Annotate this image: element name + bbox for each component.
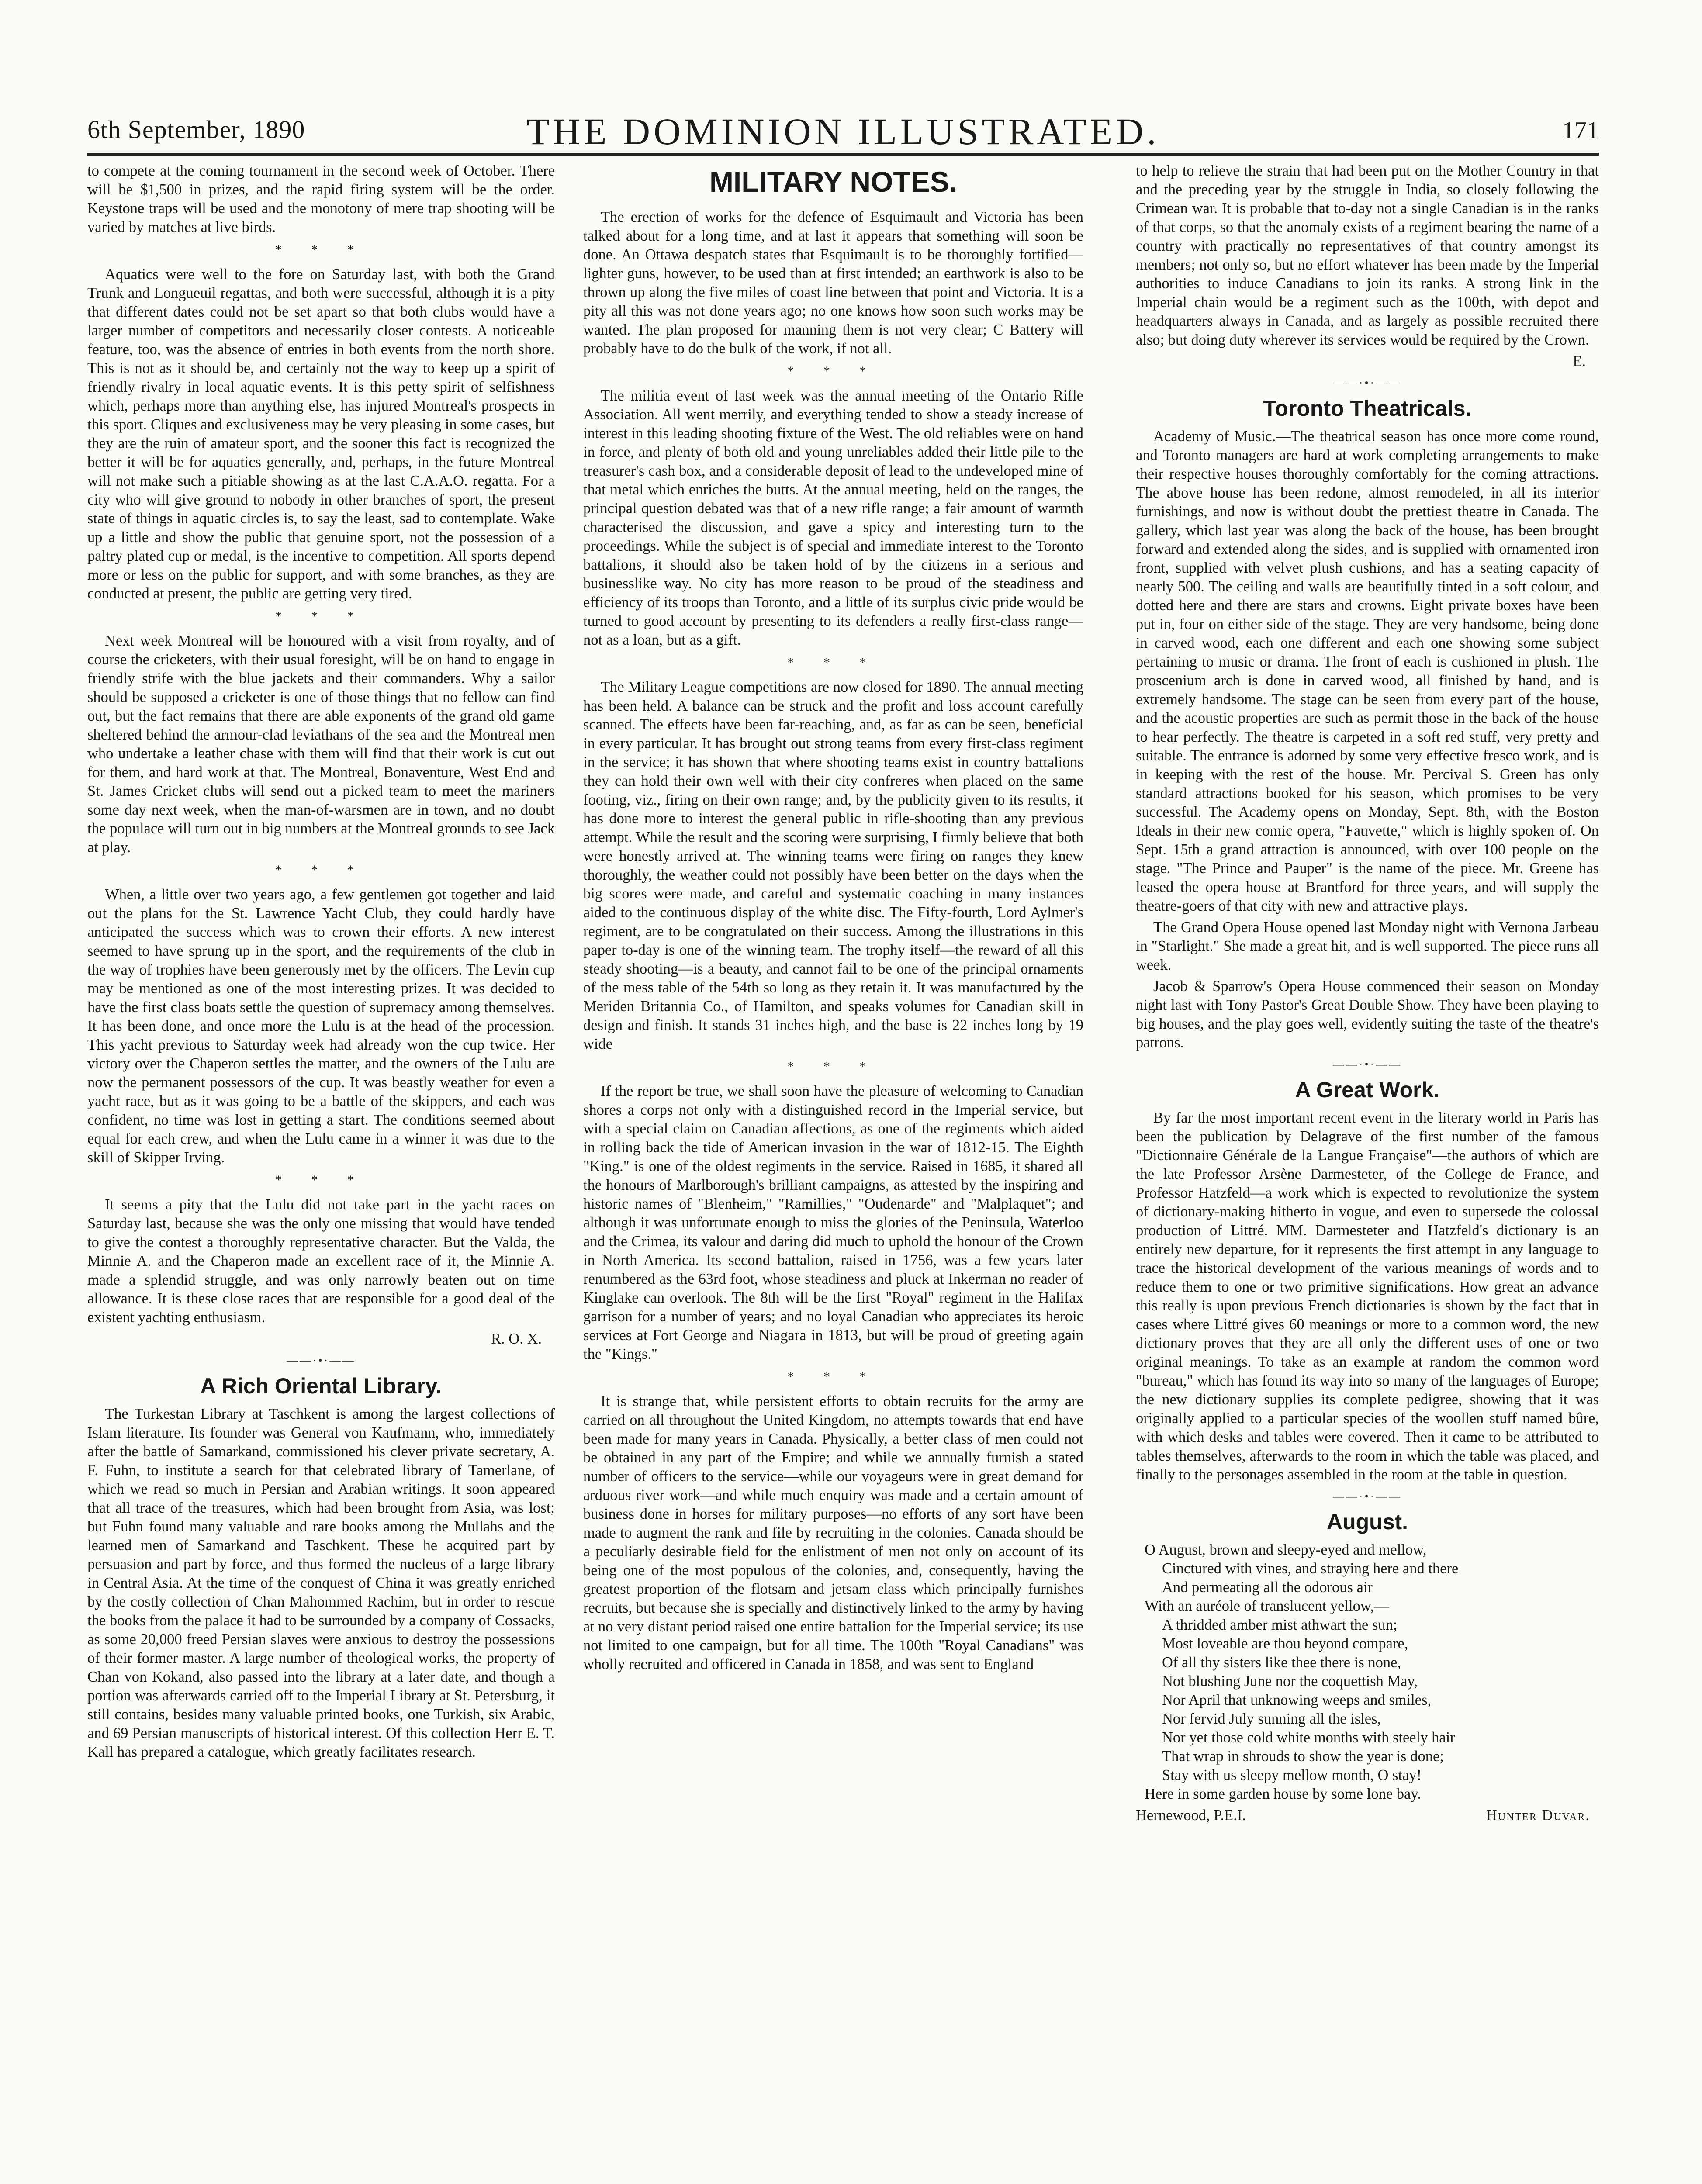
paragraph-yacht-club: When, a little over two years ago, a few gentlemen got together and laid out the plans for the St. Lawrence Yacht Club, they could hardly have anticipated the success which was to crown their efforts. A new interest seemed to have sprung up in the sport, and the requirements of the club in the way of trophies have been generously met by the officers. The Levin cup may be mentioned as one of the most interesting prizes. It was decided to have the first class boats settle the question of supremacy among themselves. It has been done, and once more the Lulu is at the head of the procession. This yacht previous to Saturday week had already won the cup twice. Her victory over the Chaperon settles the matter, and the owners of the Lulu are now the permanent possessors of the cup. It was beastly weather for even a yacht race, but as it was going to be a battle of the skippers, and each was confident, no time was lost in getting a start. The conditions seemed about equal for each crew, and when the Lulu came in a winner it was due to the skill of Skipper Irving.	[87, 886, 555, 1166]
paragraph-rifle-association: The militia event of last week was the annual meeting of the Ontario Rifle Association. All went merrily, and everything tended to show a steady increase of interest in this leading shooting fixture of the West. The old reliables were on hand in force, and plenty of both old and young unreliables added their little pile to the treasurer's cash box, and a considerable deposit of lead to the undeveloped mine of that metal which enriches the butts. At the annual meeting, held on the ranges, the principal question debated was that of a new rifle range; a fair amount of warmth characterised the discussion, and gave a spicy and interesting turn to the proceedings. While the subject is of special and immediate interest to the Toronto battalions, it should also be taken hold of by the citizens in a serious and businesslike way. No city has more reason to be proud of the steadiness and efficiency of its troops than Toronto, and a little of its surplus civic pride would be turned to good account by presenting to its defenders a really first-class range—not as a loan, but as a gift.	[583, 387, 1083, 648]
paragraph-tournament: to compete at the coming tournament in the second week of October. There will be $1,500 in prizes, and the rapid firing system will be the order. Keystone traps will be used and the monotony of mere trap shooting will be varied by matches at live birds.	[87, 162, 555, 235]
paragraph-royal-canadians: to help to relieve the strain that had been put on the Mother Country in that and the preceding year by the struggle in India, so closely following the Crimean war. It is probable that to-day not a single Canadian is in the ranks of that corps, so that the anomaly exists of a regiment bearing the name of a country with practically no representatives of that country amongst its members; not only so, but no effort whatever has been made by the Imperial authorities to induce Canadians to join its ranks. A strong link in the Imperial chain would be a regiment such as the 100th, with depot and headquarters always in Canada, and as largely as possible recruited there also; but doing duty wherever its services would be required by the Crown.	[1136, 162, 1599, 348]
poem-place: Hernewood, P.E.I.	[1136, 1807, 1246, 1824]
poem-line: Nor April that unknowing weeps and smiles,	[1162, 1692, 1432, 1708]
signature-e: E.	[1573, 353, 1586, 370]
paragraph-eighth-kings: If the report be true, we shall soon have the pleasure of welcoming to Canadian shores a corps not only with a distinguished record in the Imperial service, but with a special claim on Canadian affections, as one of the regiments which aided in rolling back the tide of American invasion in the war of 1812-15. The Eighth "King." is one of the oldest regiments in the service. Raised in 1685, it shared all the honours of Marlborough's brilliant campaigns, as attested by the inspiring and historic names of "Blenheim," "Ramillies," "Oudenarde" and "Malplaquet"; and although it was unfortunate enough to miss the glories of the Peninsula, Waterloo and the Crimea, its valour and daring did much to uphold the honour of the Crown in North America. Its second battalion, raised in 1756, was a few years later renumbered as the 63rd foot, whose steadiness and pluck at Inkerman no reader of Kinglake can overlook. The 8th will be the first "Royal" regiment in the Halifax garrison for a number of years; and no loyal Canadian who appreciates its heroic services at Fort George and Niagara in 1813, but will be proud of greeting again the "Kings."	[583, 1083, 1083, 1362]
paragraph-turkestan-library: The Turkestan Library at Taschkent is among the largest collections of Islam literature. Its founder was General von Kaufmann, who, immediately after the battle of Samarkand, commissioned his clever private secretary, A. F. Fuhn, to institute a search for that celebrated library of Tamerlane, of which we read so much in Persian and Arabian writings. It soon appeared that all trace of the treasures, which had been brought from Asia, was lost; but Fuhn found many valuable and rare books among the Mullahs and the learned men of Samarkand and Taschkent. These he acquired part by persuasion and part by force, and thus formed the nucleus of a large library in Central Asia. At the time of the conquest of China it was greatly enriched by the costly collection of Chan Mahommed Rachim, but in order to rescue the books from the palace it had to be surrounded by a company of Cossacks, as some 20,000 freed Persian slaves were anxious to destroy the possessions of their former master. A large number of theological works, the property of Chan von Kokand, also passed into the library at a later date, and though a portion was afterwards carried off to the Imperial Library at St. Petersburg, it still contains, besides many valuable printed books, one Turkish, six Arabic, and 69 Persian manuscripts of historical interest. Of this collection Herr E. T. Kall has prepared a catalogue, which greatly facilitates research.	[87, 1406, 555, 1760]
heading-oriental-library: A Rich Oriental Library.	[200, 1374, 442, 1398]
paragraph-aquatics: Aquatics were well to the fore on Saturday last, with both the Grand Trunk and Longueuil regattas, and both were successful, although it is a pity that different dates could not be set apart so that both clubs would have a larger number of competitors and necessarily closer contests. A noticeable feature, too, was the absence of entries in both events from the north shore. This is not as it should be, and certainly not the way to keep up a spirit of friendly rivalry in local aquatic events. It is this petty spirit of selfishness which, perhaps more than anything else, has injured Montreal's prospects in this sport. Cliques and exclusiveness may be very pleasing in some cases, but they are the ruin of amateur sport, and the sooner this fact is recognized the better it will be for aquatics generally, and, perhaps, in the future Montreal will not make such a pitiable showing as at the last C.A.A.O. regatta. For a city who will give ground to nobody in other branches of sport, the present state of things in aquatic circles is, to say the least, sad to contemplate. Wake up a little and show the public that genuine sport, not the possession of a paltry plated cup or medal, is the incentive to competition. All sports depend more or less on the public for support, and with some branches, as they are conducted at present, the public are getting very tired.	[87, 266, 555, 602]
heading-august: August.	[1326, 1510, 1408, 1534]
header-rule	[87, 153, 1599, 156]
column-left	[87, 162, 555, 2184]
poem-line: Nor fervid July sunning all the isles,	[1162, 1711, 1381, 1727]
page-number: 171	[1562, 117, 1599, 144]
ornament-separator: ——·•·——	[286, 1354, 356, 1367]
poem-line: With an auréole of translucent yellow,—	[1145, 1598, 1389, 1614]
poem-attribution	[1136, 1806, 1599, 1825]
poem-line: A thridded amber mist athwart the sun;	[1162, 1617, 1398, 1633]
poem-line: Most loveable are thou beyond compare,	[1162, 1635, 1408, 1652]
poem-line: Cinctured with vines, and straying here and there	[1162, 1560, 1459, 1577]
heading-toronto-theatricals: Toronto Theatricals.	[1263, 396, 1472, 421]
section-stars: * * *	[787, 364, 879, 378]
poem-august	[1145, 1541, 1599, 1804]
page-header	[87, 103, 1599, 151]
paragraph-cricket: Next week Montreal will be honoured with a visit from royalty, and of course the cricketers, with their usual foresight, will be on hand to engage in friendly strife with the blue jackets and their commanders. Why a sailor should be supposed a cricketer is one of those things that no fellow can find out, but the fact remains that there are able exponents of the grand old game sheltered behind the armour-clad leviathans of the sea and the Montreal men who undertake a leather chase with them will find that their work is cut out for them, and hard work at that. The Montreal, Bonaventure, West End and St. James Cricket clubs will send out a picked team to meet the mariners some day next week, when the man-of-warsmen are in town, and no doubt the populace will turn out in big numbers at the Montreal grounds to see Jack at play.	[87, 632, 555, 856]
section-stars: * * *	[275, 1173, 367, 1187]
paragraph-grand-opera-house: The Grand Opera House opened last Monday night with Vernona Jarbeau in "Starlight." She made a great hit, and is well supported. The piece runs all week.	[1136, 919, 1599, 973]
paragraph-dictionnaire: By far the most important recent event in the literary world in Paris has been the publication by Delagrave of the first number of the famous "Dictionnaire Générale de la Langue Française"—the authors of which are the late Professor Arsène Darmesteter, of the College de France, and Professor Hatzfeld—a work which is expected to revolutionize the system of dictionary-making hitherto in vogue, and even to supersede the colossal production of Littré. MM. Darmesteter and Hatzfeld's dictionary is an entirely new departure, for it represents the first attempt in any language to trace the historical development of the various meanings of words and to reduce them to one or two primitive significations. How great an advance this really is upon previous French dictionaries is shown by the fact that in cases where Littré gives 60 meanings or more to a common word, the new dictionary proves that they are all only the different uses of one or two original meanings. To take as an example at random the common word "bureau," which has found its way into so many of the languages of Europe; the new dictionary supplies its complete pedigree, showing that it was originally applied to a particular species of the woollen stuff named bûre, with which desks and tables were covered. Then it came to be attributed to tables themselves, afterwards to the room in which the table was placed, and finally to the personages assembled in the room at the table in question.	[1136, 1109, 1599, 1483]
poem-author: Hunter Duvar.	[1486, 1807, 1590, 1824]
ornament-separator: ——·•·——	[1332, 1490, 1402, 1503]
paragraph-jacob-sparrow: Jacob & Sparrow's Opera House commenced their season on Monday night last with Tony Pastor's Great Double Show. They have been playing to big houses, and the play goes well, evidently suiting the taste of the theatre's patrons.	[1136, 978, 1599, 1051]
paragraph-military-league: The Military League competitions are now closed for 1890. The annual meeting has been held. A balance can be struck and the profit and loss account carefully scanned. The effects have been far-reaching, and, as far as can be seen, beneficial in every particular. It has brought out strong teams from every first-class regiment in the service; it has shown that where shooting teams exist in country battalions they can hold their own well with their city confreres when placed on the same footing, viz., firing on their own range; and, by the publicity given to its results, it has done more to interest the general public in rifle-shooting than any previous attempt. While the result and the scoring were surprising, I firmly believe that both were honestly arrived at. The winning teams were firing on ranges they knew thoroughly, the weather could not possibly have been better on the days when the big scores were made, and careful and systematic coaching in many instances aided to the continuous display of the white disc. The Fifty-fourth, Lord Aylmer's regiment, are to be congratulated on their success. Among the illustrations in this paper to-day is one of the winning team. The trophy itself—the reward of all this steady shooting—is a beauty, and cannot fail to be one of the principal ornaments of the mess table of the 54th so long as they retain it. It was manufactured by the Meriden Britannia Co., of Hamilton, and speaks volumes for Canadian skill in design and finish. It stands 31 inches high, and the base is 22 inches long by 19 wide	[583, 679, 1083, 1052]
poem-line: Nor yet those cold white months with steely hair	[1162, 1729, 1455, 1746]
poem-line: That wrap in shrouds to show the year is done;	[1162, 1748, 1444, 1765]
publication-title: THE DOMINION ILLUSTRATED.	[526, 111, 1160, 152]
paragraph-academy-of-music: Academy of Music.—The theatrical season has once more come round, and Toronto managers are hard at work completing arrangements to make their respective houses thoroughly comfortably for the coming attractions. The above house has been redone, almost remodeled, in all its interior furnishings, and now is without doubt the prettiest theatre in Canada. The gallery, which last year was along the back of the house, has been brought forward and extended along the sides, and is supplied with ornamented iron front, supplied with velvet plush cushions, and has a seating capacity of nearly 500. The ceiling and walls are beautifully tinted in a soft colour, and dotted here and there are stars and crowns. Eight private boxes have been put in, four on either side of the stage. They are very handsome, being done in carved wood, each one different and each one showing some subject pertaining to music or drama. The front of each is cushioned in plush. The proscenium arch is done in carved wood, all finished by hand, and is extremely handsome. The stage can be seen from every part of the house, and the acoustic properties are such as permit those in the back of the house to hear perfectly. The theatre is carpeted in a soft red stuff, very pretty and suitable. The entrance is adorned by some very effective fresco work, and is in keeping with the rest of the house. Mr. Percival S. Green has only standard attractions booked for his season, which promises to be very successful. The Academy opens on Monday, Sept. 8th, with the Boston Ideals in their new comic opera, "Fauvette," which is highly spoken of. On Sept. 15th a grand attraction is announced, with over 100 people on the stage. "The Prince and Pauper" is the name of the piece. Mr. Greene has leased the opera house at Brantford for three years, and will supply the theatre-goers of that city with new and attractive plays.	[1136, 428, 1599, 914]
section-stars: * * *	[787, 1059, 879, 1074]
heading-military-notes: MILITARY NOTES.	[709, 166, 958, 198]
section-stars: * * *	[275, 609, 367, 623]
poem-line: Stay with us sleepy mellow month, O stay!	[1162, 1767, 1422, 1783]
ornament-separator: ——·•·——	[1332, 1058, 1402, 1071]
paragraph-esquimault: The erection of works for the defence of Esquimault and Victoria has been talked about for a long time, and at last it appears that something will soon be done. An Ottawa despatch states that Esquimault is to be thoroughly fortified—lighter guns, however, to be used than at first intended; an earthwork is also to be thrown up along the five miles of coast line between that point and Victoria. It is a pity all this was not done years ago; no one knows how soon such works may be wanted. The plan proposed for manning them is not very clear; C Battery will probably have to do the bulk of the work, if not all.	[583, 209, 1083, 357]
heading-great-work: A Great Work.	[1295, 1078, 1440, 1102]
paragraph-yacht-races: It seems a pity that the Lulu did not take part in the yacht races on Saturday last, because she was the only one missing that would have tended to give the contest a thoroughly representative character. But the Valda, the Minnie A. and the Chaperon made an excellent race of it, the Minnie A. made a splendid struggle, and was only narrowly beaten out on time allowance. It is these close races that are responsible for a good deal of the existent yachting enthusiasm.	[87, 1196, 555, 1326]
poem-line: And permeating all the odorous air	[1162, 1579, 1373, 1596]
section-stars: * * *	[275, 863, 367, 877]
ornament-separator: ——·•·——	[1332, 377, 1402, 389]
paragraph-recruiting: It is strange that, while persistent efforts to obtain recruits for the army are carried on all throughout the United Kingdom, no attempts towards that end have been made for many years in Canada. Physically, a better class of men could not be obtained in any part of the Empire; and while we annually furnish a stated number of officers to the service—while our voyageurs were in great demand for arduous river work—and while much enquiry was made and a certain amount of business done in horses for military purposes—no efforts of any sort have been made to augment the rank and file by recruiting in the colonies. Canada should be a peculiarly desirable field for the enlistment of men not only on account of its being one of the most populous of the colonies, and, consequently, having the greatest proportion of the flotsam and jetsam class which principally furnishes recruits, but because she is specially and distinctively linked to the army by having at no very distant period raised one entire battalion for the Imperial service; its use not limited to one campaign, but for all time. The 100th "Royal Canadians" was wholly recruited and officered in Canada in 1858, and was sent to England	[583, 1393, 1083, 1673]
column-middle	[583, 162, 1083, 2184]
poem-line: O August, brown and sleepy-eyed and mellow,	[1145, 1541, 1427, 1558]
section-stars: * * *	[787, 1369, 879, 1384]
signature-rox: R. O. X.	[491, 1330, 542, 1347]
poem-line: Here in some garden house by some lone bay.	[1145, 1786, 1421, 1802]
poem-line: Of all thy sisters like thee there is none,	[1162, 1654, 1401, 1671]
poem-line: Not blushing June nor the coquettish May,	[1162, 1673, 1418, 1690]
column-right	[1136, 162, 1599, 2184]
section-stars: * * *	[787, 655, 879, 670]
section-stars: * * *	[275, 242, 367, 257]
issue-date: 6th September, 1890	[87, 115, 305, 144]
